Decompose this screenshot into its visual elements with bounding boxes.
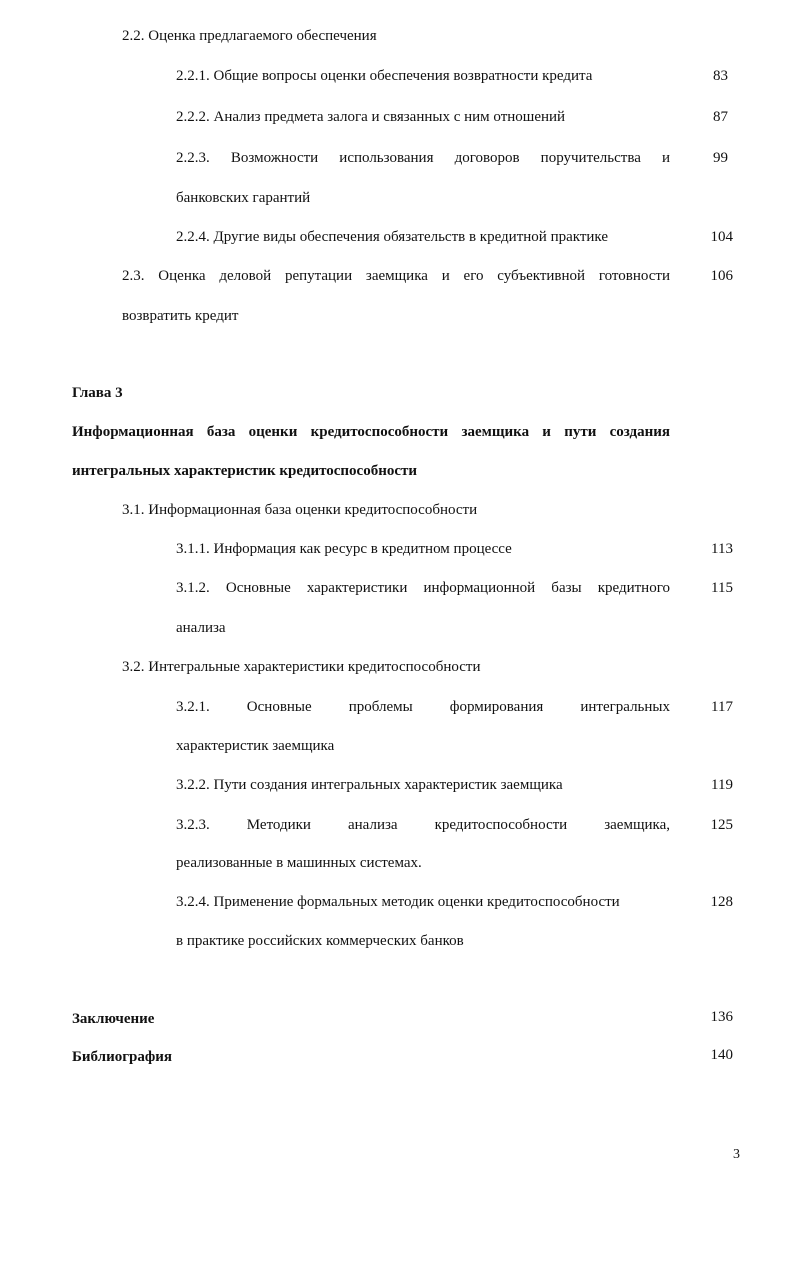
toc-subsection-2-2-1: 2.2.1. Общие вопросы оценки обеспечения возвратности кредита <box>176 68 593 84</box>
toc-subsection-3-2-4-line1: 3.2.4. Применение формальных методик оценки кредитоспособности <box>176 894 620 910</box>
toc-subsection-2-2-4: 2.2.4. Другие виды обеспечения обязательств в кредитной практике <box>176 229 608 245</box>
toc-page-2-2-4: 104 <box>710 229 733 245</box>
toc-subsection-2-2-3-line2: банковских гарантий <box>176 190 311 206</box>
toc-subsection-3-2-4-line2: в практике российских коммерческих банков <box>176 933 464 949</box>
toc-subsection-2-2-3-line1: 2.2.3. Возможности использования договоров поручительства и <box>176 150 670 166</box>
toc-subsection-3-2-1-line2: характеристик заемщика <box>176 738 335 754</box>
toc-section-3-1: 3.1. Информационная база оценки кредитоспособности <box>122 502 478 518</box>
toc-page-2-2-2: 87 <box>713 109 728 125</box>
toc-page-2-2-1: 83 <box>713 68 728 84</box>
toc-page-2-3: 106 <box>710 268 733 284</box>
toc-section-3-2: 3.2. Интегральные характеристики кредитоспособности <box>122 659 481 675</box>
toc-subsection-3-2-2: 3.2.2. Пути создания интегральных характеристик заемщика <box>176 777 563 793</box>
toc-subsection-3-2-3-line2: реализованные в машинных системах. <box>176 855 422 871</box>
toc-page-3-2-3: 125 <box>710 817 733 833</box>
toc-page-3-1-2: 115 <box>711 580 733 596</box>
toc-page-3-1-1: 113 <box>711 541 733 557</box>
toc-page-3-2-2: 119 <box>711 777 733 793</box>
chapter-3-title-line1: Информационная база оценки кредитоспособности заемщика и пути создания <box>72 424 670 440</box>
toc-section-2-3-line2: возвратить кредит <box>122 308 239 324</box>
toc-subsection-3-1-2-line1: 3.1.2. Основные характеристики информационной базы кредитного <box>176 580 670 596</box>
toc-bibliography: Библиография <box>72 1049 173 1065</box>
toc-subsection-3-2-3-line1: 3.2.3. Методики анализа кредитоспособности заемщика, <box>176 817 670 833</box>
toc-page-conclusion: 136 <box>710 1009 733 1025</box>
chapter-3-title-line2: интегральных характеристик кредитоспособности <box>72 463 418 479</box>
page-number: 3 <box>733 1147 740 1162</box>
chapter-3-label: Глава 3 <box>72 385 123 401</box>
toc-subsection-3-1-2-line2: анализа <box>176 620 226 636</box>
toc-section-2-3-line1: 2.3. Оценка деловой репутации заемщика и его субъективной готовности <box>122 268 670 284</box>
toc-page-bibliography: 140 <box>710 1047 733 1063</box>
toc-page-3-2-4: 128 <box>710 894 733 910</box>
toc-section-2-2: 2.2. Оценка предлагаемого обеспечения <box>122 28 377 44</box>
toc-page-2-2-3: 99 <box>713 150 728 166</box>
toc-subsection-3-2-1-line1: 3.2.1. Основные проблемы формирования интегральных <box>176 699 670 715</box>
toc-subsection-3-1-1: 3.1.1. Информация как ресурс в кредитном процессе <box>176 541 512 557</box>
toc-page-3-2-1: 117 <box>711 699 733 715</box>
toc-conclusion: Заключение <box>72 1011 155 1027</box>
toc-subsection-2-2-2: 2.2.2. Анализ предмета залога и связанных с ним отношений <box>176 109 566 125</box>
